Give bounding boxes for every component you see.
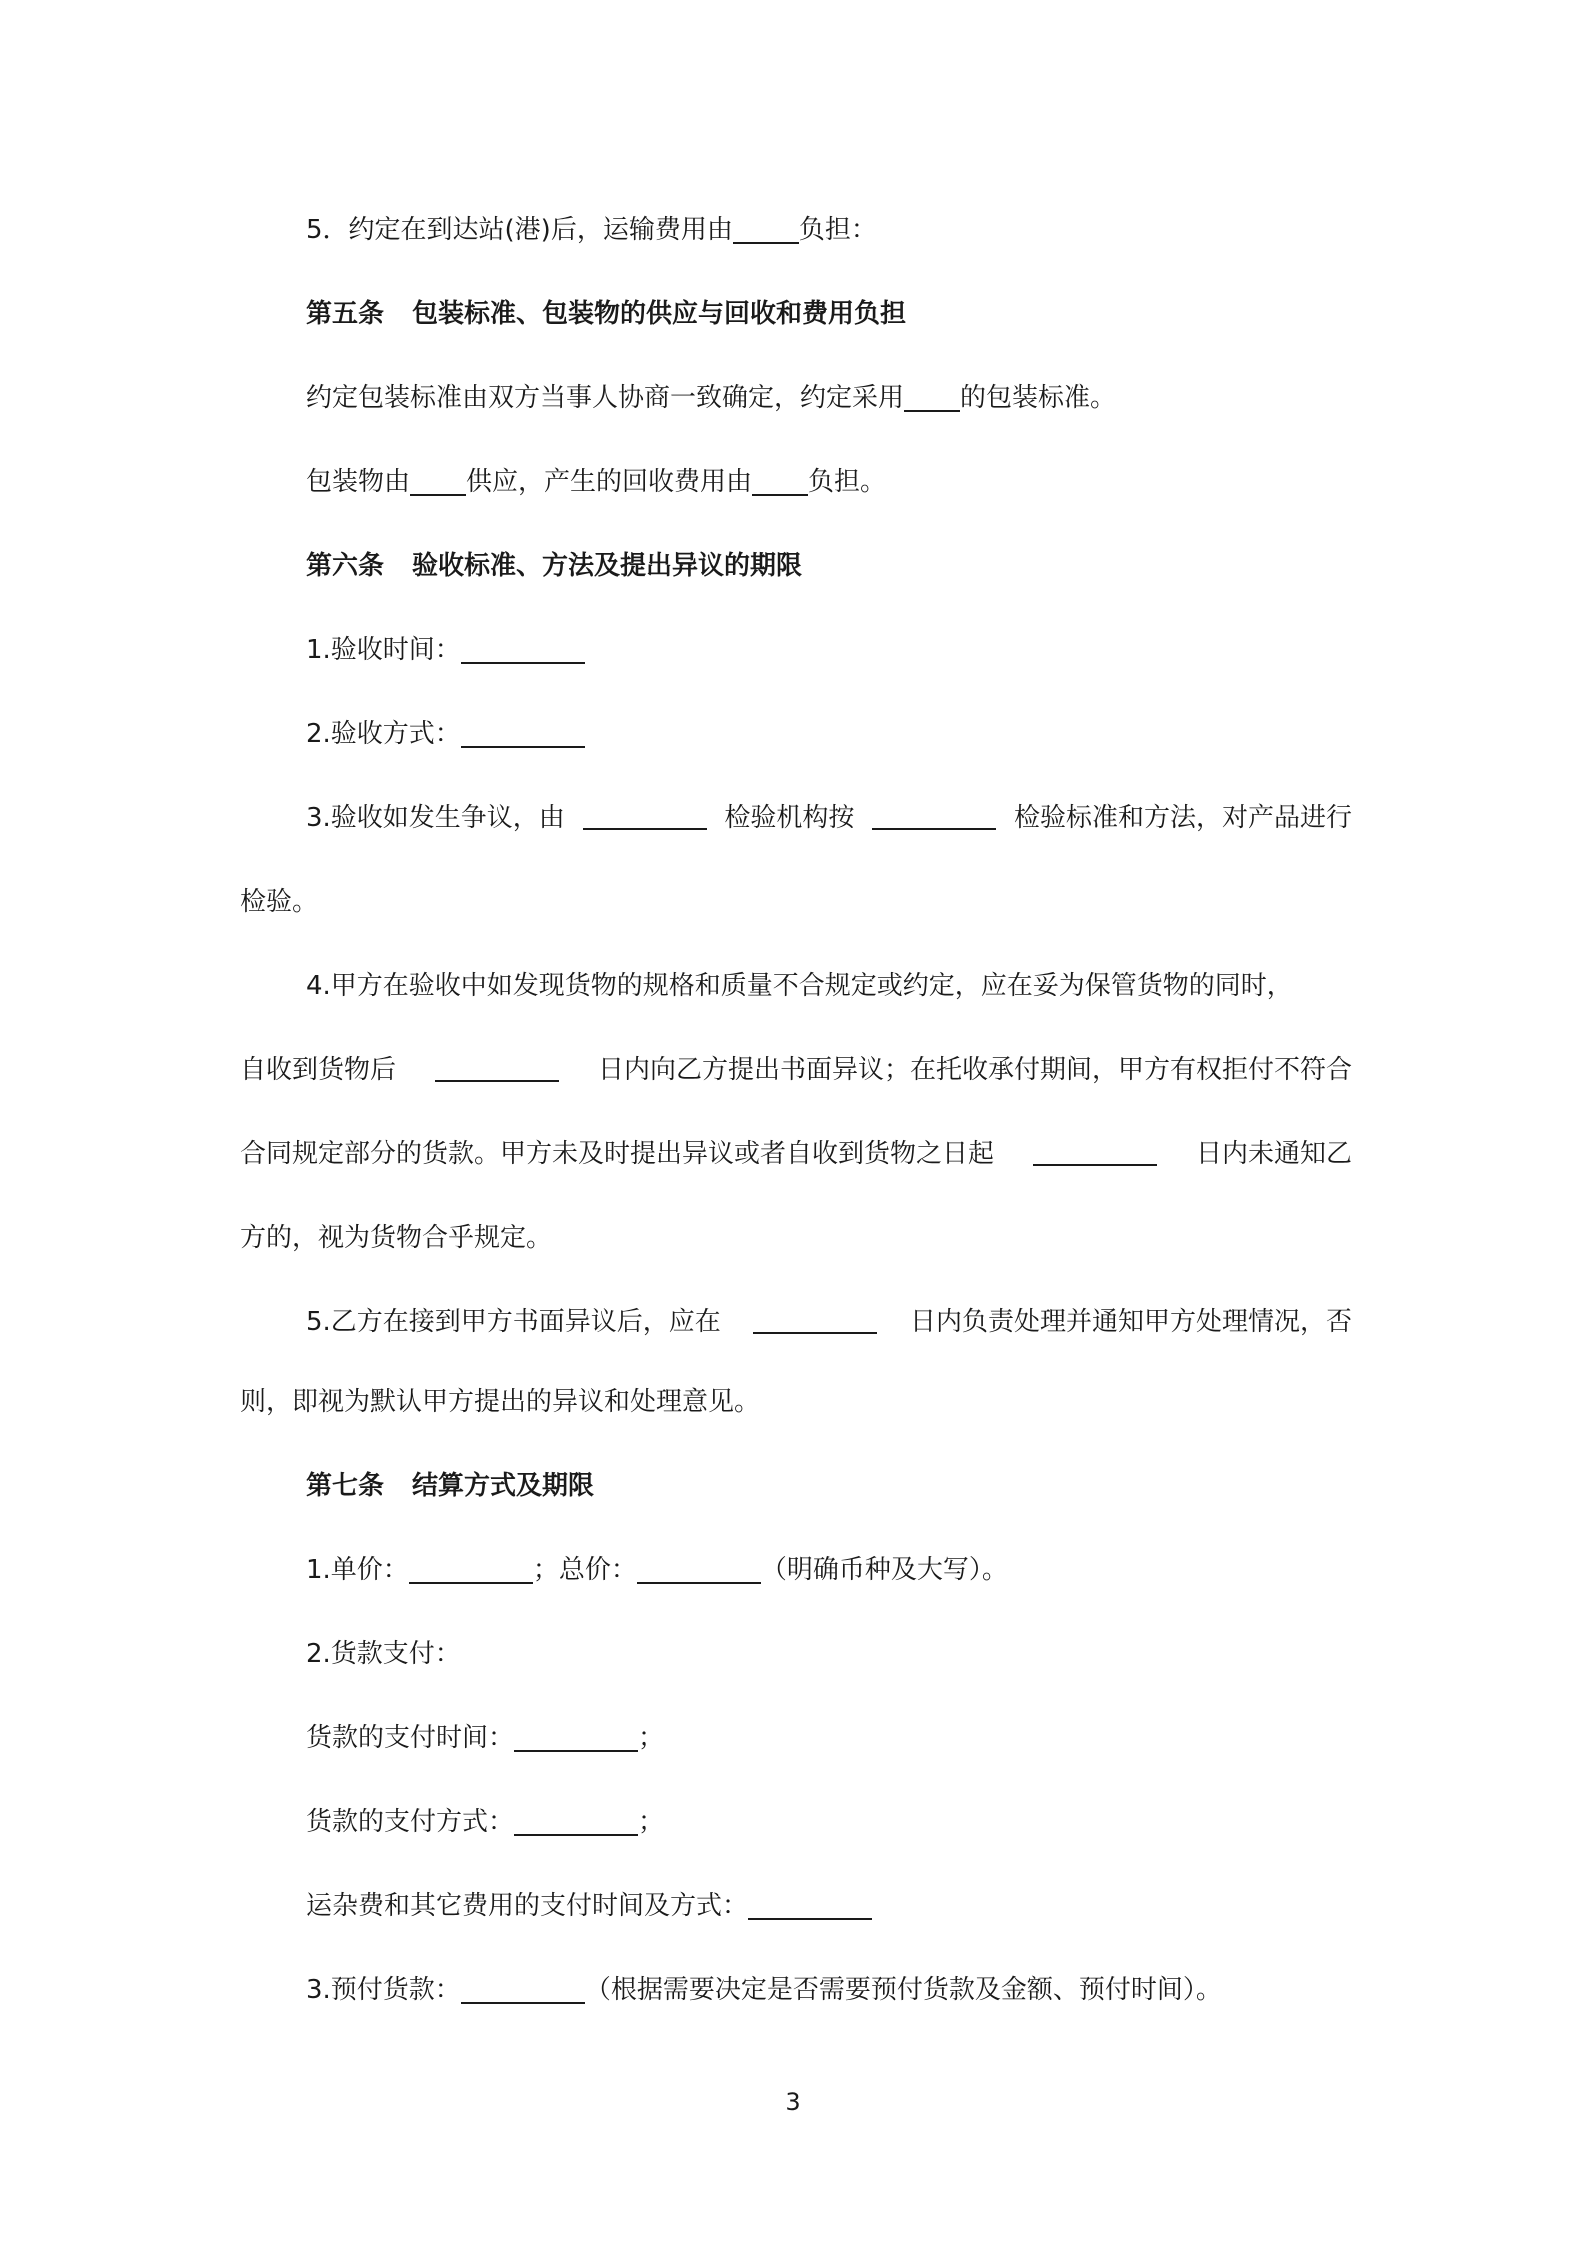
- clause-price: 1.单价： ；总价： （明确币种及大写）。: [306, 1550, 1008, 1590]
- article-5-heading: 第五条 包装标准、包装物的供应与回收和费用负担: [306, 299, 907, 329]
- blank-field[interactable]: [872, 798, 996, 830]
- clause-acceptance-time: 1.验收时间：: [306, 630, 585, 670]
- clause-objection-line3: 合同规定部分的货款。甲方未及时提出异议或者自收到货物之日起 日内未通知乙: [240, 1134, 1352, 1174]
- blank-field[interactable]: [752, 464, 808, 496]
- article-6-heading: 第六条 验收标准、方法及提出异议的期限: [306, 551, 803, 581]
- clause-prepayment: 3.预付货款： （根据需要决定是否需要预付货款及金额、预付时间）。: [306, 1970, 1222, 2010]
- blank-field[interactable]: [461, 1972, 585, 2004]
- clause-acceptance-dispute-cont: 检验。: [240, 887, 319, 917]
- blank-field[interactable]: [461, 632, 585, 664]
- blank-field[interactable]: [409, 1552, 533, 1584]
- clause-payment-time: 货款的支付时间： ；: [306, 1718, 664, 1758]
- clause-payment-heading: 2.货款支付：: [306, 1639, 461, 1669]
- clause-seller-response-line1: 5.乙方在接到甲方书面异议后，应在 日内负责处理并通知甲方处理情况，否: [306, 1302, 1352, 1342]
- page-number: 3: [785, 2088, 801, 2116]
- blank-field[interactable]: [1033, 1134, 1157, 1166]
- clause-payment-method: 货款的支付方式： ；: [306, 1802, 664, 1842]
- blank-field[interactable]: [435, 1050, 559, 1082]
- clause-packing-supply: 包装物由 供应，产生的回收费用由 负担。: [306, 462, 886, 502]
- clause-freight: 运杂费和其它费用的支付时间及方式：: [306, 1886, 872, 1926]
- article-7-heading: 第七条 结算方式及期限: [306, 1471, 595, 1501]
- clause-objection-line1: 4.甲方在验收中如发现货物的规格和质量不合规定或约定，应在妥为保管货物的同时，: [306, 971, 1293, 1001]
- blank-field[interactable]: [583, 798, 707, 830]
- blank-field[interactable]: [514, 1720, 638, 1752]
- clause-acceptance-dispute: 3.验收如发生争议，由 检验机构按 检验标准和方法，对产品进行: [306, 798, 1352, 838]
- blank-field[interactable]: [753, 1302, 877, 1334]
- clause-packing-standard: 约定包装标准由双方当事人协商一致确定，约定采用 的包装标准。: [306, 378, 1116, 418]
- blank-field[interactable]: [637, 1552, 761, 1584]
- blank-field[interactable]: [904, 380, 960, 412]
- clause-seller-response-line2: 则，即视为默认甲方提出的异议和处理意见。: [240, 1387, 761, 1417]
- blank-field[interactable]: [410, 464, 466, 496]
- blank-field[interactable]: [514, 1804, 638, 1836]
- blank-field[interactable]: [461, 716, 585, 748]
- clause-acceptance-method: 2.验收方式：: [306, 714, 585, 754]
- clause-objection-line4: 方的，视为货物合乎规定。: [240, 1223, 553, 1253]
- blank-field[interactable]: [733, 212, 799, 244]
- blank-field[interactable]: [748, 1888, 872, 1920]
- clause-transport-cost: 5．约定在到达站(港)后，运输费用由 负担：: [306, 210, 877, 250]
- clause-objection-line2: 自收到货物后 日内向乙方提出书面异议；在托收承付期间，甲方有权拒付不符合: [240, 1050, 1352, 1090]
